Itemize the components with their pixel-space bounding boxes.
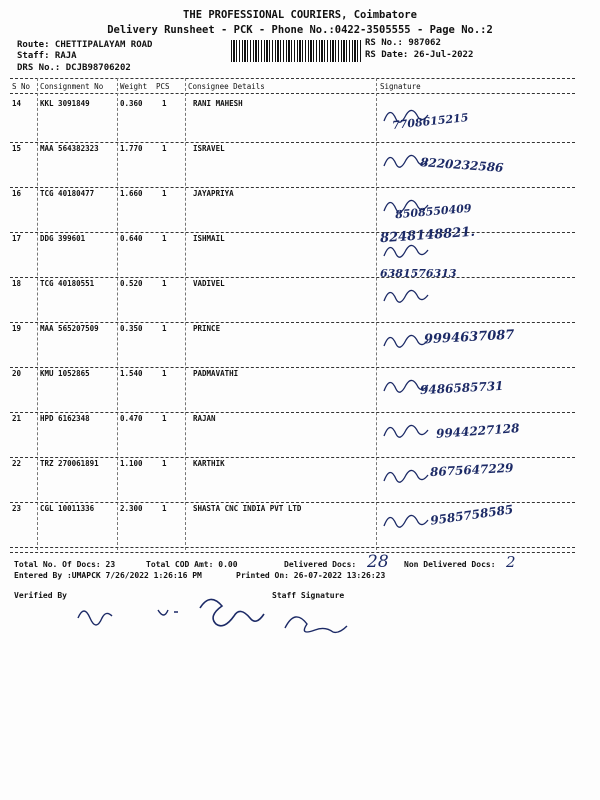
col-pcs: PCS <box>156 82 170 91</box>
drs-number: DRS No.: DCJB98706202 <box>17 63 131 73</box>
col-weight: Weight <box>120 82 148 91</box>
staff-signature-label: Staff Signature <box>272 591 345 600</box>
col-signature: Signature <box>380 82 421 91</box>
delivered-docs-label: Delivered Docs: <box>284 560 357 569</box>
rs-number: RS No.: 987062 <box>365 38 441 48</box>
signature-phone: 9994637087 <box>423 327 515 348</box>
row-pcs: 1 <box>162 234 167 243</box>
footer-top-rule <box>10 552 575 553</box>
signature-phone: 8248148821. <box>379 224 476 247</box>
row-pcs: 1 <box>162 324 167 333</box>
row-consignee: VADIVEL <box>193 279 225 288</box>
row-consignee: ISRAVEL <box>193 144 225 153</box>
row-consignment-no: CGL 10011336 <box>40 504 95 513</box>
route-label: Route: CHETTIPALAYAM ROAD <box>17 40 153 50</box>
row-weight: 1.770 <box>120 144 143 153</box>
table-row <box>0 459 600 480</box>
handwritten-signature-icon <box>382 148 432 174</box>
row-sno: 20 <box>12 369 22 378</box>
row-sno: 16 <box>12 189 22 198</box>
row-sno: 19 <box>12 324 22 333</box>
row-sno: 22 <box>12 459 22 468</box>
col-sno: S No <box>12 82 31 91</box>
row-weight: 0.520 <box>120 279 143 288</box>
staff-label: Staff: RAJA <box>17 51 77 61</box>
row-separator <box>10 322 575 323</box>
rs-date: RS Date: 26-Jul-2022 <box>365 50 474 60</box>
row-separator <box>10 367 575 368</box>
table-row <box>0 189 600 222</box>
handwritten-signature-icon <box>382 238 432 264</box>
barcode <box>231 40 361 62</box>
row-weight: 1.540 <box>120 369 143 378</box>
signature-phone: 6381576313 <box>380 267 457 280</box>
table-row <box>0 99 600 132</box>
handwritten-signature-icon <box>382 283 432 309</box>
signature-phone: 9486585731 <box>419 378 504 398</box>
handwritten-signature-icon <box>382 463 432 489</box>
row-consignment-no: TCG 40180551 <box>40 279 95 288</box>
table-row <box>0 224 600 248</box>
signature-phone: 7708615215 <box>391 111 470 132</box>
row-pcs: 1 <box>162 369 167 378</box>
row-separator <box>10 232 575 233</box>
row-pcs: 1 <box>162 99 167 108</box>
delivered-docs-handwritten: 28 <box>367 552 389 572</box>
row-separator <box>10 187 575 188</box>
signature-phone: 8675647229 <box>429 460 514 480</box>
row-pcs: 1 <box>162 279 167 288</box>
total-docs: Total No. Of Docs: 23 <box>14 560 116 569</box>
row-consignee: ISHMAIL <box>193 234 225 243</box>
verified-by-label: Verified By <box>14 591 67 600</box>
row-consignee: PADMAVATHI <box>193 369 239 378</box>
signature-phone: 9585758585 <box>429 502 515 528</box>
row-weight: 2.300 <box>120 504 143 513</box>
row-consignee: JAYAPRIYA <box>193 189 234 198</box>
table-row <box>0 267 600 293</box>
row-separator <box>10 457 575 458</box>
row-consignee: RAJAN <box>193 414 216 423</box>
row-pcs: 1 <box>162 189 167 198</box>
table-row <box>0 502 600 528</box>
col-consignment: Consignment No <box>40 82 104 91</box>
row-consignee: PRINCE <box>193 324 221 333</box>
signature-phone: 9944227128 <box>435 421 520 441</box>
row-sno: 15 <box>12 144 22 153</box>
signature-phone: 8220232586 <box>419 155 504 175</box>
table-row <box>0 144 600 175</box>
table-row <box>0 369 600 398</box>
row-weight: 0.640 <box>120 234 143 243</box>
row-weight: 1.660 <box>120 189 143 198</box>
table-row <box>0 414 600 441</box>
row-sno: 14 <box>12 99 22 108</box>
row-weight: 0.360 <box>120 99 143 108</box>
col-consignee: Consignee Details <box>188 82 265 91</box>
row-consignment-no: KMU 1052865 <box>40 369 90 378</box>
row-consignment-no: TRZ 270061891 <box>40 459 99 468</box>
non-delivered-docs-label: Non Delivered Docs: <box>404 560 496 569</box>
header-top-rule <box>10 78 575 79</box>
row-consignee: SHASTA CNC INDIA PVT LTD <box>193 504 302 513</box>
row-pcs: 1 <box>162 459 167 468</box>
non-delivered-docs-handwritten: 2 <box>506 553 516 571</box>
handwritten-signature-icon <box>70 590 370 650</box>
row-separator <box>10 142 575 143</box>
row-weight: 0.350 <box>120 324 143 333</box>
row-pcs: 1 <box>162 504 167 513</box>
row-consignment-no: HPD 6162348 <box>40 414 90 423</box>
row-sno: 17 <box>12 234 22 243</box>
row-consignee: RANI MAHESH <box>193 99 243 108</box>
row-separator <box>10 547 575 548</box>
printed-on: Printed On: 26-07-2022 13:26:23 <box>236 571 386 580</box>
entered-by: Entered By :UMAPCK 7/26/2022 1:26:16 PM <box>14 571 202 580</box>
handwritten-signature-icon <box>382 328 432 354</box>
row-consignment-no: KKL 3091849 <box>40 99 90 108</box>
handwritten-signature-icon <box>382 193 432 219</box>
row-pcs: 1 <box>162 144 167 153</box>
handwritten-signature-icon <box>382 103 432 129</box>
signature-phone: 8508550409 <box>394 201 472 222</box>
row-sno: 21 <box>12 414 22 423</box>
row-consignment-no: DDG 399601 <box>40 234 86 243</box>
header-bottom-rule <box>10 93 575 94</box>
runsheet-subtitle: Delivery Runsheet - PCK - Phone No.:0422-3505555 - Page No.:2 <box>107 24 493 36</box>
handwritten-signature-icon <box>382 508 432 534</box>
total-cod: Total COD Amt: 0.00 <box>146 560 238 569</box>
row-consignment-no: TCG 40180477 <box>40 189 95 198</box>
row-sno: 23 <box>12 504 22 513</box>
row-consignment-no: MAA 564382323 <box>40 144 99 153</box>
table-row <box>0 324 600 348</box>
row-consignment-no: MAA 565207509 <box>40 324 99 333</box>
row-separator <box>10 502 575 503</box>
row-sno: 18 <box>12 279 22 288</box>
row-separator <box>10 412 575 413</box>
row-weight: 0.470 <box>120 414 143 423</box>
company-title: THE PROFESSIONAL COURIERS, Coimbatore <box>183 9 417 21</box>
handwritten-signature-icon <box>382 418 432 444</box>
row-pcs: 1 <box>162 414 167 423</box>
row-separator <box>10 277 575 278</box>
row-weight: 1.100 <box>120 459 143 468</box>
handwritten-signature-icon <box>382 373 432 399</box>
row-consignee: KARTHIK <box>193 459 225 468</box>
